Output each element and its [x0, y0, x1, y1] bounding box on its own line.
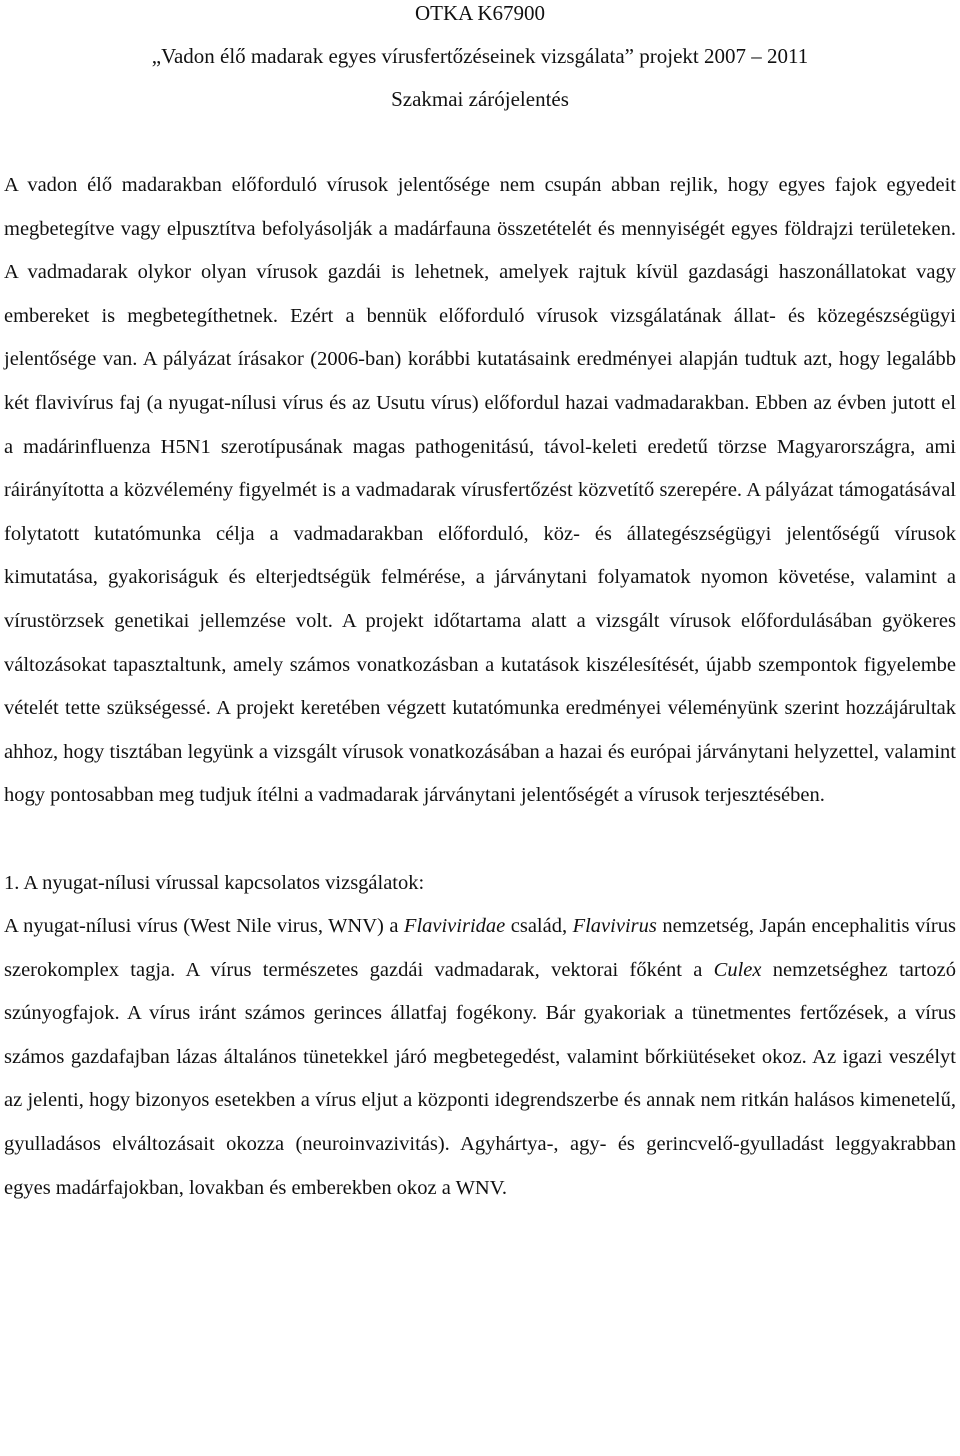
intro-paragraph: A vadon élő madarakban előforduló vírusok jelentősége nem csupán abban rejlik, hogy egyes fajok egyedeit megbetegítve vagy elpusztítva befolyásolják a madárfauna összetételét és mennyiségét egyes földrajzi területeken. A vadmadarak olykor olyan vírusok gazdái is lehetnek, amelyek rajtuk kívül gazdasági haszonállatokat vagy embereket is megbetegíthetnek. Ezért a bennük előforduló vírusok vizsgálatának állat- és közegészségügyi jelentősége van. A pályázat írásakor (2006-ban) korábbi kutatásaink eredményei alapján tudtuk azt, hogy legalább két flavivírus faj (a nyugat-nílusi vírus és az Usutu vírus) előfordul hazai vadmadarakban. Ebben az évben jutott el a madárinfluenza H5N1 szerotípusának magas pathogenitású, távol-keleti eredetű törzse Magyarországra, ami ráirányította a közvélemény figyelmét is a vadmadarak vírusfertőzést közvetítő szerepére. A pályázat támogatásával folytatott kutatómunka célja a vadmadarakban előforduló, köz- és állategészségügyi jelentőségű vírusok kimutatása, gyakoriságuk és elterjedtségük felmérése, a járványtani folyamatok nyomon követése, valamint a vírustörzsek genetikai jellemzése volt. A projekt időtartama alatt a vizsgált vírusok előfordulásában gyökeres változásokat tapasztaltunk, amely számos vonatkozásban a kutatások kiszélesítését, újabb szempontok figyelembe vételét tette szükségessé. A projekt keretében végzett kutatómunka eredményei véleményünk szerint hozzájárultak ahhoz, hogy tisztában legyünk a vizsgált vírusok vonatkozásában a hazai és európai járványtani helyzettel, valamint hogy pontosabban meg tudjuk ítélni a vadmadarak járványtani jelentőségét a vírusok terjesztésében.: [4, 174, 956, 807]
title-block: [4, 0, 956, 121]
report-type: Szakmai zárójelentés: [391, 87, 569, 111]
project-code: OTKA K67900: [414, 1, 546, 25]
italic-vector-name: Culex: [713, 958, 762, 981]
text-run: nemzetség, Japán encephalitis vírus szerokomplex tagja. A vírus természetes gazdái vadmadarak, vektorai főként a: [4, 915, 956, 981]
text-run: nemzetséghez tartozó szúnyogfajok. A vírus iránt számos gerinces állatfaj fogékony. Bár gyakoriak a tünetmentes fertőzések, a vírus számos gazdafajban lázas általános tünetekkel járó megbetegedést, valamint bőrkiütéseket okoz. Az igazi veszélyt az jelenti, hogy bizonyos esetekben a vírus eljut a központi idegrendszerbe és annak nem ritkán halásos kimenetelű, gyulladásos elváltozásait okozza (neuroinvazivitás). Agyhártya-, agy- és gerincvelő-gyulladást leggyakrabban egyes madárfajokban, lovakban és emberekben okoz a WNV.: [4, 958, 956, 1199]
italic-family-name: Flaviviridae: [403, 915, 506, 938]
section-heading: 1. A nyugat-nílusi vírussal kapcsolatos vizsgálatok:: [4, 871, 425, 894]
section-paragraph: [4, 905, 956, 1210]
text-run: A nyugat-nílusi vírus (West Nile virus, WNV) a: [4, 915, 404, 938]
italic-genus-name: Flavivirus: [572, 915, 657, 938]
text-run: család,: [505, 915, 573, 938]
project-title: „Vadon élő madarak egyes vírusfertőzéseinek vizsgálata” projekt 2007 – 2011: [151, 44, 809, 68]
document-page: [4, 0, 956, 1210]
